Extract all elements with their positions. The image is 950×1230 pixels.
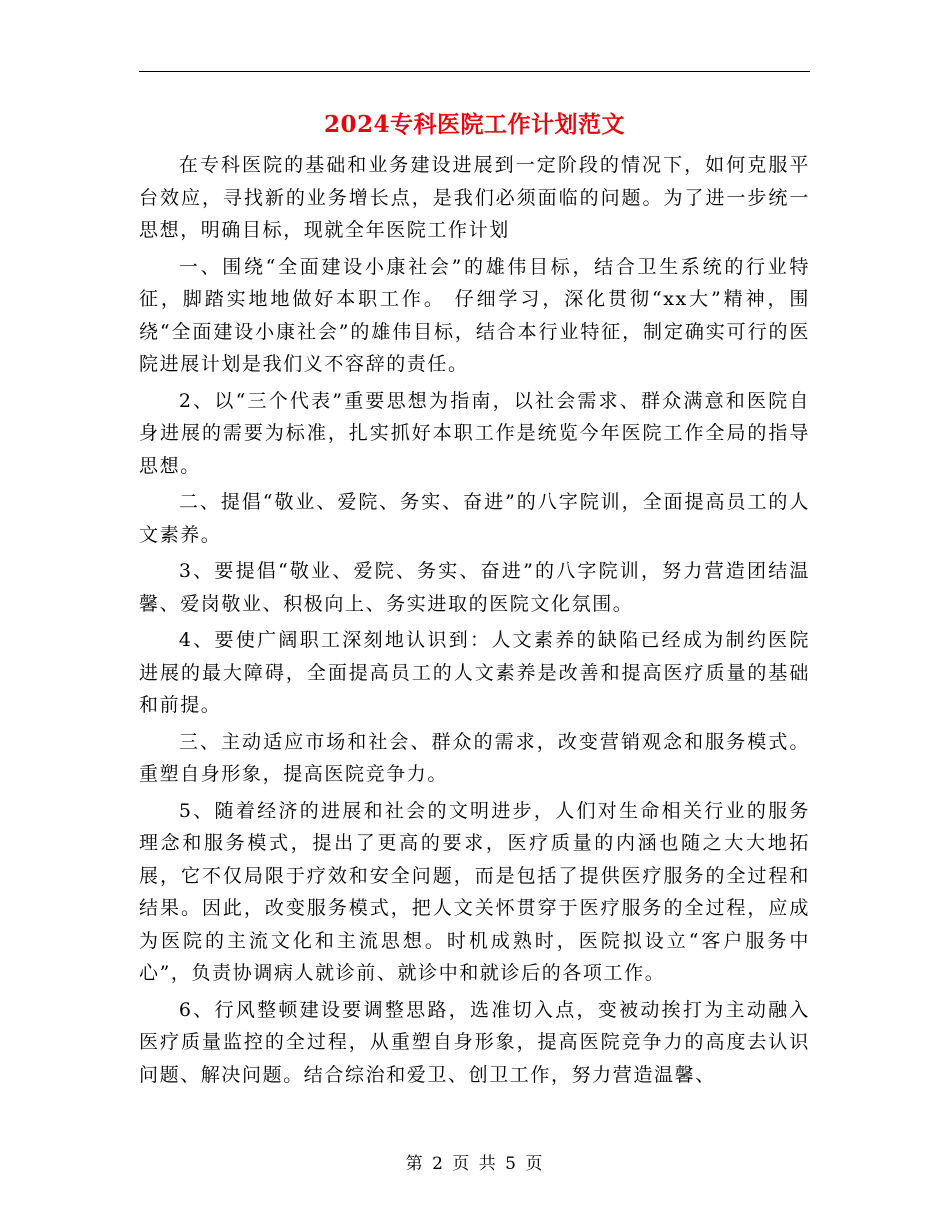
paragraph-intro: 在专科医院的基础和业务建设进展到一定阶段的情况下，如何克服平台效应，寻找新的业务增长点，是我们必须面临的问题。为了进一步统一思想，明确目标，现就全年医院工作计划 — [139, 154, 810, 241]
page-footer: 第 2 页 共 5 页 — [405, 1154, 545, 1174]
document-body — [139, 149, 810, 1095]
paragraph-item-3: 3、要提倡“敬业、爱院、务实、奋进”的八字院训，努力营造团结温馨、爱岗敬业、积极向上、务实进取的医院文化氛围。 — [139, 560, 810, 615]
paragraph-item-5: 5、随着经济的进展和社会的文明进步，人们对生命相关行业的服务理念和服务模式，提出了更高的要求，医疗质量的内涵也随之大大地拓展，它不仅局限于疗效和安全问题，而是包括了提供医疗服务的全过程和结果。因此，改变服务模式，把人文关怀贯穿于医疗服务的全过程，应成为医院的主流文化和主流思想。时机成熟时，医院拟设立“客户服务中心”，负责协调病人就诊前、就诊中和就诊后的各项工作。 — [139, 799, 810, 984]
paragraph-section-1: 一、围绕“全面建设小康社会”的雄伟目标，结合卫生系统的行业特征，脚踏实地地做好本职工作。 仔细学习，深化贯彻“xx大”精神，围绕“全面建设小康社会”的雄伟目标，结合本行业特征，制定确实可行的医院进展计划是我们义不容辞的责任。 — [139, 255, 810, 375]
paragraph-item-6: 6、行风整顿建设要调整思路，选准切入点，变被动挨打为主动融入医疗质量监控的全过程，从重塑自身形象，提高医院竞争力的高度去认识问题、解决问题。结合综治和爱卫、创卫工作，努力营造温馨、 — [139, 998, 810, 1086]
paragraph-item-2: 2、以“三个代表”重要思想为指南，以社会需求、群众满意和医院自身进展的需要为标准，扎实抓好本职工作是统览今年医院工作全局的指导思想。 — [139, 389, 810, 477]
paragraph-section-3: 三、主动适应市场和社会、群众的需求，改变营销观念和服务模式。重塑自身形象，提高医院竞争力。 — [139, 730, 810, 785]
paragraph-section-2: 二、提倡“敬业、爱院、务实、奋进”的八字院训，全面提高员工的人文素养。 — [139, 491, 810, 546]
document-title: 2024专科医院工作计划范文 — [323, 111, 625, 138]
header-rule — [139, 71, 810, 72]
paragraph-item-4: 4、要使广阔职工深刻地认识到：人文素养的缺陷已经成为制约医院进展的最大障碍，全面提高员工的人文素养是改善和提高医疗质量的基础和前提。 — [139, 629, 810, 716]
